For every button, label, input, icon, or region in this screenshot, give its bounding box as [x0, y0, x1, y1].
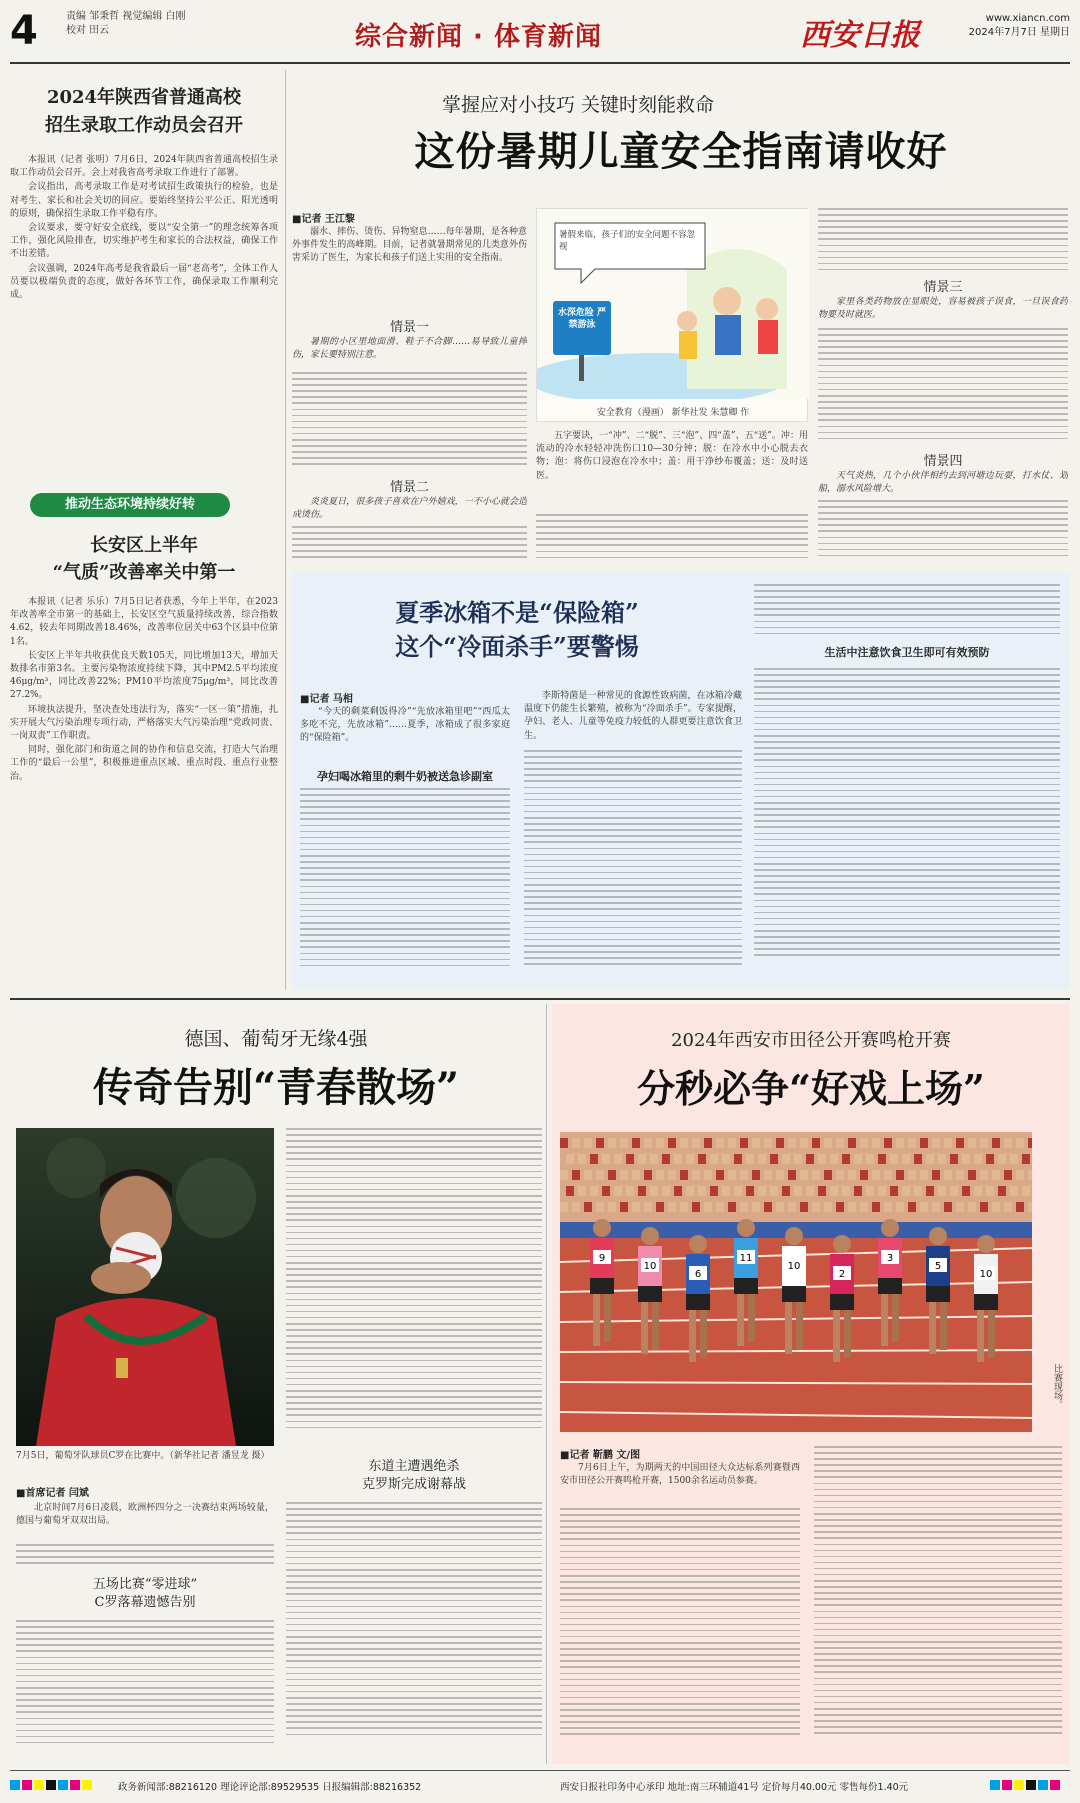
paragraph: 同时，强化部门和街道之间的协作和信息交流，打造大气治理工作的“最后一公里”，积极推进重点区域、重点时段、重点行业整治。 — [10, 745, 278, 782]
footer-left: 政务新闻部:88216120 理论评论部:89529535 日报编辑部:88216352 — [118, 1782, 422, 1793]
photo-drawing — [16, 1128, 274, 1446]
article-title — [10, 532, 278, 586]
editor-credits — [66, 10, 186, 38]
article-title-line1: 2024年陕西省普通高校 — [46, 87, 242, 108]
section-divider — [10, 998, 1070, 1000]
cartoon-caption: 安全教育（漫画） 新华社发 朱慧卿 作 — [596, 408, 750, 418]
article-title-line2: 招生录取工作动员会召开 — [45, 115, 243, 136]
paragraph: 天气炎热，几个小伙伴相约去到河塘边玩耍，打水仗、划船，溺水风险增大。 — [818, 471, 1068, 495]
byline: ■记者 王江黎 — [292, 214, 355, 225]
paragraph: 本报讯（记者 张明）7月6日，2024年陕西省普通高校招生录取工作动员会召开。会上对我省高考录取工作进行了部署。 — [10, 155, 278, 179]
site-url[interactable]: www.xiancn.com — [985, 13, 1070, 24]
paragraph: 会议强调，2024年高考是我省最后一届“老高考”，全体工作人员要以极端负责的态度，做好各环节工作，确保录取工作顺利完成。 — [10, 263, 278, 301]
column-divider — [285, 70, 286, 990]
article-body — [10, 596, 278, 986]
paragraph: 溺水、摔伤、烫伤、异物窒息……每年暑期，是各种意外事件发生的高峰期。目前，记者就暑期常见的几类意外伤害采访了医生，为家长和孩子们送上实用的安全指南。 — [292, 227, 527, 264]
paragraph: 会议要求，要守好安全底线，要以“安全第一”的理念统筹各项工作，强化风险排查，切实维护考生和家长的合法权益，确保工作不出差错。 — [10, 223, 278, 260]
feature-safety — [292, 68, 1070, 568]
sports2-body — [560, 1462, 800, 1502]
byline: ■记者 马相 — [300, 694, 353, 705]
runner-bib-number: 10 — [643, 1261, 657, 1272]
paragraph: 五字要诀，一“冲”、二“脱”、三“泡”、四“盖”、五“送”。冲：用流动的冷水轻轻冲洗伤口10—30分钟；脱：在冷水中小心脱去衣物；泡：将伤口浸泡在冷水中；盖：用干净纱布覆盖；送：及时送医。 — [536, 431, 808, 481]
editor-line2: 校对 田云 — [66, 25, 110, 36]
runner-bib-number: 2 — [838, 1269, 846, 1280]
page-header — [0, 0, 1080, 64]
paragraph: 暑期的小区里地面滑、鞋子不合脚……易导致儿童摔伤，家长要特别注意。 — [292, 337, 527, 361]
column-divider — [546, 1004, 547, 1764]
cartoon-illustration — [536, 208, 808, 422]
paragraph: 本报讯（记者 乐乐）7月5日记者获悉，今年上半年，在2023年改善率全市第一的基础上，长安区空气质量持续改善，综合指数4.62，较去年同期改善18.46%，改善率位居关中63个区县中位第1名。 — [10, 597, 278, 647]
feature-intro — [292, 226, 527, 306]
sports-euro — [10, 1004, 542, 1764]
paragraph: 家里各类药物放在显眼处，容易被孩子误食，一旦误食药物要及时就医。 — [818, 297, 1068, 321]
runner-bib-number: 9 — [598, 1253, 606, 1264]
section-heading: 情景四 — [923, 454, 963, 469]
paragraph: 炎炎夏日，很多孩子喜欢在户外嬉戏，一不小心就会造成烫伤。 — [292, 497, 527, 521]
sports-subhead-line2: C罗落幕遗憾告别 — [94, 1595, 196, 1610]
photo-caption: 7月5日，葡萄牙队球员C罗在比赛中。（新华社记者 潘昱龙 摄） — [16, 1451, 270, 1461]
paragraph: 北京时间7月6日凌晨，欧洲杯四分之一决赛结束两场较量，德国与葡萄牙双双出局。 — [16, 1503, 274, 1527]
race-drawing — [560, 1132, 1032, 1432]
runner-bib-number: 10 — [787, 1261, 801, 1272]
sports-subhead-line1: 五场比赛“零进球” — [92, 1577, 198, 1592]
section-text — [292, 496, 527, 522]
text-lines — [818, 208, 1068, 274]
section-heading: 情景三 — [923, 280, 963, 295]
runner-bib-number: 5 — [934, 1261, 942, 1272]
fridge-right-subhead: 生活中注意饮食卫生即可有效预防 — [824, 646, 990, 659]
article-title-line1: 长安区上半年 — [90, 535, 198, 556]
editor-line1: 责编 邹秉哲 视觉编辑 白刚 — [66, 11, 186, 22]
footer-divider — [10, 1770, 1070, 1771]
text-lines — [524, 750, 742, 978]
newspaper-logo: 西安日报 — [800, 18, 920, 53]
runner-bib-number: 11 — [739, 1253, 753, 1264]
fridge-body — [524, 690, 742, 744]
text-lines — [16, 1620, 274, 1750]
text-lines — [16, 1544, 274, 1570]
section-text — [292, 336, 527, 366]
fridge-headline-line2: 这个“冷面杀手”要警惕 — [395, 632, 639, 661]
feature-headline: 这份暑期儿童安全指南请收好 — [414, 128, 948, 175]
mid-subhead — [286, 1458, 542, 1494]
section-text — [818, 296, 1068, 322]
green-banner: 推动生态环境持续好转 — [30, 493, 230, 517]
article-body — [10, 154, 278, 474]
runner-bib-number: 10 — [979, 1269, 993, 1280]
color-bar — [990, 1780, 1070, 1792]
fridge-headline — [292, 596, 742, 664]
text-lines — [818, 328, 1068, 446]
paragraph: 环境执法提升，坚决查处违法行为，落实“一区一策”措施，扎实开展大气污染治理专项行动，严格落实大气污染治理“党政同责、一岗双责”工作职责。 — [10, 704, 278, 742]
section-title: 综合新闻 · 体育新闻 — [355, 22, 602, 52]
text-lines — [292, 526, 527, 562]
fridge-subhead: 孕妇喝冰箱里的剩牛奶被送急诊副室 — [317, 770, 493, 783]
text-lines — [300, 788, 510, 978]
ronaldo-photo — [16, 1128, 274, 1446]
text-lines — [536, 514, 808, 562]
mid-subhead-line1: 东道主遭遇绝杀 — [368, 1459, 460, 1474]
byline: ■首席记者 闫斌 — [16, 1488, 89, 1499]
site-info — [940, 12, 1070, 40]
text-lines — [286, 1128, 542, 1448]
sports-kicker: 德国、葡萄牙无缘4强 — [184, 1028, 368, 1050]
byline: ■记者 靳鹏 文/图 — [560, 1450, 641, 1461]
text-lines — [754, 584, 1060, 638]
article-changan — [10, 524, 278, 989]
feature-fridge — [292, 572, 1070, 990]
text-lines — [286, 1502, 542, 1752]
text-lines — [560, 1508, 800, 1754]
section-heading: 情景一 — [389, 320, 429, 335]
paragraph: “今天的剩菜剩饭得冷”“先放冰箱里吧”“西瓜太多吃不完，先放冰箱”……夏季，冰箱成了很多家庭的“保险箱”。 — [300, 707, 510, 744]
feature-kicker: 掌握应对小技巧 关键时刻能救命 — [442, 94, 715, 116]
race-photo — [560, 1132, 1032, 1432]
article-gaokao — [10, 72, 278, 480]
paragraph: 会议指出，高考录取工作是对考试招生政策执行的检验，也是对考生、家长和社会关切的回应。要始终坚持公平公正、阳光透明的原则，确保招生录取工作平稳有序。 — [10, 182, 278, 219]
section-text — [818, 470, 1068, 496]
text-lines — [292, 372, 527, 472]
paragraph: 李斯特菌是一种常见的食源性致病菌，在冰箱冷藏温度下仍能生长繁殖，被称为“冷面杀手”。专家提醒，孕妇、老人、儿童等免疫力较低的人群更要注意饮食卫生。 — [524, 691, 742, 741]
runner-bib-number: 3 — [886, 1253, 894, 1264]
fridge-intro — [300, 706, 510, 760]
footer-right: 西安日报社印务中心承印 地址:南三环辅道41号 定价每月40.00元 零售每份1.40元 — [560, 1782, 909, 1793]
feature-col2-text — [536, 430, 808, 510]
article-title — [10, 84, 278, 140]
sports2-headline: 分秒必争“好戏上场” — [637, 1066, 985, 1111]
sports2-kicker: 2024年西安市田径公开赛鸣枪开赛 — [671, 1030, 951, 1051]
article-title-line2: “气质”改善率关中第一 — [52, 562, 236, 583]
text-lines — [818, 500, 1068, 562]
sports-subhead — [16, 1576, 274, 1612]
section-heading: 情景二 — [389, 480, 429, 495]
issue-date: 2024年7月7日 星期日 — [968, 27, 1070, 38]
mid-subhead-line2: 克罗斯完成谢幕战 — [361, 1477, 466, 1492]
runner-bib-number: 6 — [694, 1269, 702, 1280]
cartoon-sign: 水深危险 严禁游泳 — [557, 308, 607, 330]
header-divider — [10, 62, 1070, 64]
sports-athletics — [552, 1004, 1070, 1764]
color-bar — [10, 1780, 110, 1792]
fridge-headline-line1: 夏季冰箱不是“保险箱” — [395, 598, 639, 627]
page-number: 4 — [10, 8, 38, 54]
text-lines — [814, 1446, 1062, 1754]
sports-headline: 传奇告别“青春散场” — [92, 1064, 459, 1111]
text-lines — [754, 668, 1060, 978]
paragraph: 长安区上半年共收获优良天数105天，同比增加13天，增加天数排名市第3名。主要污染物浓度持续下降，其中PM2.5平均浓度46μg/m³，同比改善22%；PM10平均浓度75μg/m³，同比改善27.2%。 — [10, 650, 278, 701]
race-photo-caption: 比赛现场。 — [1052, 1364, 1062, 1409]
cartoon-bubble: 暑假来临，孩子们的安全问题不容忽视 — [559, 230, 696, 252]
paragraph: 7月6日上午，为期两天的中国田径大众达标系列赛暨西安市田径公开赛鸣枪开赛，1500余名运动员参赛。 — [560, 1463, 800, 1487]
